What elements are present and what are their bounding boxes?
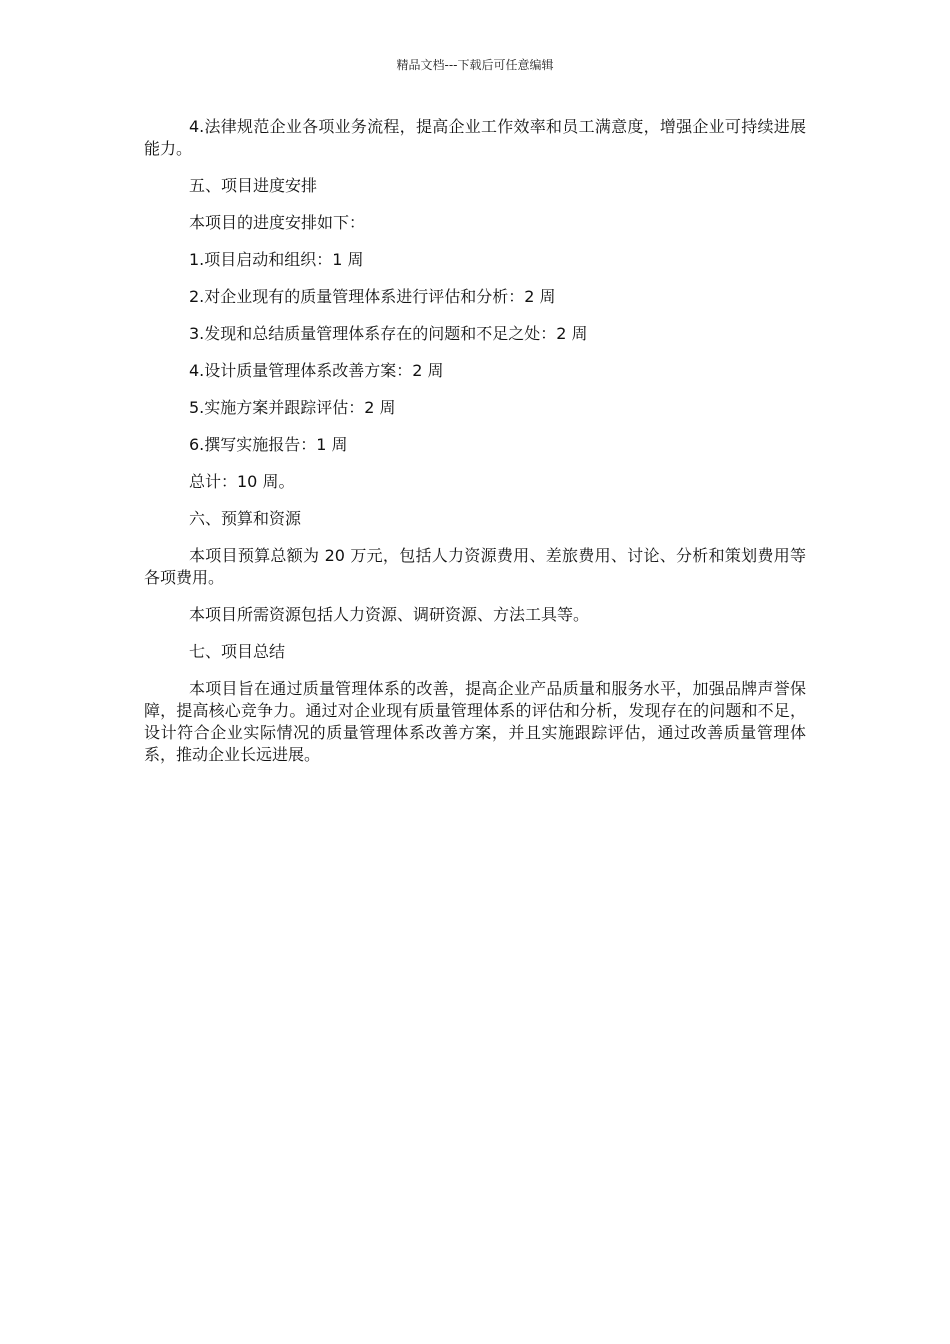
resources-paragraph: 本项目所需资源包括人力资源、调研资源、方法工具等。 <box>189 605 590 624</box>
section-heading-budget: 六、预算和资源 <box>189 509 302 528</box>
schedule-total: 总计：10 周。 <box>189 472 295 491</box>
budget-paragraph: 本项目预算总额为 20 万元，包括人力资源费用、差旅费用、讨论、分析和策划费用等各项费用。 <box>144 546 806 587</box>
schedule-step-2: 2.对企业现有的质量管理体系进行评估和分析：2 周 <box>189 287 556 306</box>
schedule-intro: 本项目的进度安排如下： <box>189 213 366 232</box>
schedule-step-3: 3.发现和总结质量管理体系存在的问题和不足之处：2 周 <box>189 324 588 343</box>
schedule-step-6: 6.撰写实施报告：1 周 <box>189 435 348 454</box>
schedule-step-1: 1.项目启动和组织：1 周 <box>189 250 364 269</box>
section-heading-summary: 七、项目总结 <box>189 642 286 661</box>
summary-paragraph: 本项目旨在通过质量管理体系的改善，提高企业产品质量和服务水平，加强品牌声誉保障，提高核心竞争力。通过对企业现有质量管理体系的评估和分析，发现存在的问题和不足，设计符合企业实际情况的质量管理体系改善方案，并且实施跟踪评估，通过改善质量管理体系，推动企业长远进展。 <box>144 679 806 764</box>
section-heading-schedule: 五、项目进度安排 <box>189 176 318 195</box>
schedule-step-4: 4.设计质量管理体系改善方案：2 周 <box>189 361 444 380</box>
page-header: 精品文档---下载后可任意编辑 <box>396 58 554 72</box>
document-body <box>144 116 806 781</box>
paragraph-item-4: 4.法律规范企业各项业务流程，提高企业工作效率和员工满意度，增强企业可持续进展能力。 <box>144 117 806 158</box>
schedule-step-5: 5.实施方案并跟踪评估：2 周 <box>189 398 396 417</box>
